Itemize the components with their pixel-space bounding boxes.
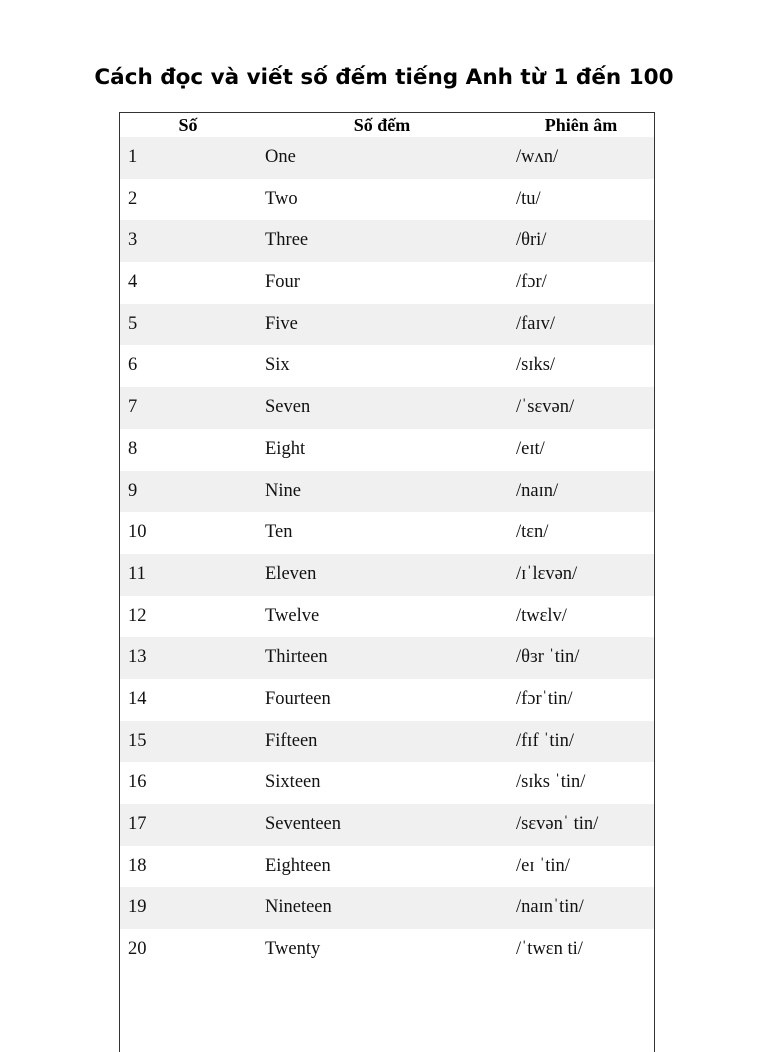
table-row	[120, 596, 654, 638]
cell-word: Four	[265, 272, 300, 293]
page-title: Cách đọc và viết số đếm tiếng Anh từ 1 đến 100	[94, 65, 674, 90]
cell-ipa: /wʌn/	[516, 147, 559, 167]
cell-word: Eighteen	[265, 855, 331, 876]
table-row	[120, 471, 654, 513]
cell-number: 13	[128, 647, 147, 668]
cell-word: Eleven	[265, 563, 317, 584]
table-row	[120, 220, 654, 262]
cell-ipa: /naɪn/	[516, 480, 559, 501]
table-row	[120, 429, 654, 471]
table-row	[120, 512, 654, 554]
table-row	[120, 179, 654, 221]
column-header-number: Số	[178, 115, 198, 135]
cell-ipa: /sɪks/	[516, 355, 556, 376]
cell-ipa: /fɔrˈtin/	[516, 688, 573, 709]
cell-word: Nine	[265, 480, 301, 501]
cell-number: 19	[128, 897, 147, 918]
cell-number: 11	[128, 563, 146, 584]
cell-ipa: /ˈsɛvən/	[516, 397, 575, 418]
cell-ipa: /ˈtwɛn ti/	[516, 939, 583, 960]
cell-word: Three	[265, 230, 309, 251]
cell-ipa: /tɛn/	[516, 522, 549, 543]
table-row	[120, 554, 654, 596]
cell-number: 16	[128, 772, 147, 793]
cell-number: 10	[128, 522, 147, 543]
cell-word: Seven	[265, 397, 311, 418]
cell-word: Eight	[265, 438, 306, 459]
cell-word: Ten	[265, 522, 293, 543]
table-row	[120, 387, 654, 429]
cell-number: 17	[128, 814, 147, 834]
column-header-ipa: Phiên âm	[544, 115, 618, 135]
cell-number: 5	[128, 313, 138, 334]
cell-number: 12	[128, 605, 147, 626]
table-row	[120, 846, 654, 888]
cell-word: Two	[265, 188, 298, 209]
table-row	[120, 887, 654, 929]
cell-word: Five	[265, 313, 298, 334]
table-header-row	[120, 113, 654, 137]
cell-word: Fifteen	[265, 730, 318, 751]
table-row	[120, 804, 654, 846]
cell-number: 3	[128, 230, 138, 251]
cell-number: 20	[128, 939, 147, 960]
cell-word: Twenty	[265, 939, 321, 960]
cell-number: 1	[128, 147, 138, 167]
cell-word: Fourteen	[265, 688, 331, 709]
cell-number: 6	[128, 355, 138, 376]
cell-word: Twelve	[265, 605, 320, 626]
cell-ipa: /fɔr/	[516, 272, 547, 293]
cell-number: 18	[128, 855, 147, 876]
cell-ipa: /faɪv/	[516, 313, 556, 334]
table-row	[120, 262, 654, 304]
cell-ipa: /ɪˈlɛvən/	[516, 563, 578, 584]
table-row	[120, 345, 654, 387]
table-row	[120, 679, 654, 721]
table-row	[120, 637, 654, 679]
table-row	[120, 762, 654, 804]
cell-number: 8	[128, 438, 138, 459]
cell-ipa: /θri/	[516, 230, 547, 251]
cell-ipa: /naɪnˈtin/	[516, 897, 584, 918]
table-row	[120, 137, 654, 179]
cell-ipa: /tu/	[516, 188, 541, 209]
cell-number: 15	[128, 730, 147, 751]
table-row	[120, 721, 654, 763]
cell-word: Nineteen	[265, 897, 332, 918]
cell-ipa: /θɜr ˈtin/	[516, 647, 580, 668]
cell-ipa: /fɪf ˈtin/	[516, 730, 575, 751]
cell-ipa: /sɛvənˈ tin/	[516, 814, 599, 834]
table-body	[120, 137, 654, 971]
table-row	[120, 304, 654, 346]
table-row	[120, 929, 654, 971]
number-table	[119, 112, 655, 1052]
cell-word: Sixteen	[265, 772, 321, 793]
cell-number: 7	[128, 397, 138, 418]
cell-word: One	[265, 147, 296, 167]
cell-number: 9	[128, 480, 138, 501]
cell-ipa: /sɪks ˈtin/	[516, 772, 586, 793]
cell-word: Thirteen	[265, 647, 328, 668]
cell-number: 4	[128, 272, 138, 293]
cell-word: Seventeen	[265, 814, 342, 834]
cell-ipa: /twɛlv/	[516, 605, 567, 626]
cell-number: 14	[128, 688, 147, 709]
column-header-word: Số đếm	[353, 115, 411, 135]
cell-ipa: /eɪ ˈtin/	[516, 855, 570, 876]
cell-ipa: /eɪt/	[516, 438, 545, 459]
cell-number: 2	[128, 188, 138, 209]
cell-word: Six	[265, 355, 290, 376]
